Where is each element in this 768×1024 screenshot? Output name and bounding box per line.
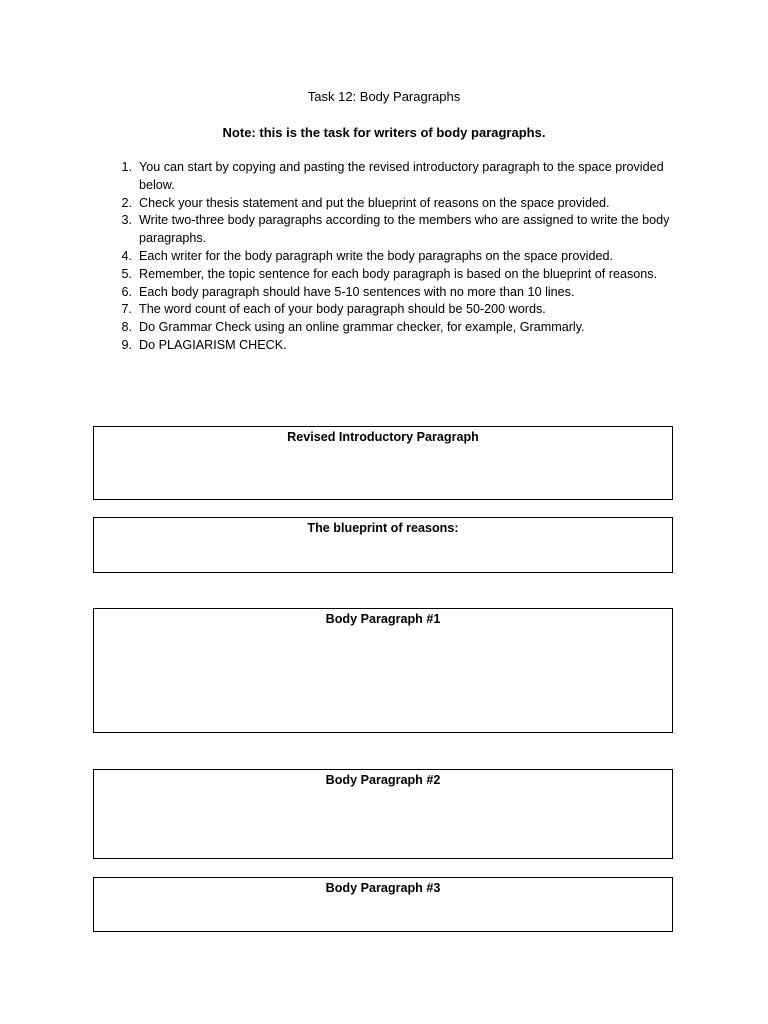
instruction-item	[112, 248, 692, 266]
box-heading: The blueprint of reasons:	[307, 521, 459, 535]
blueprint-of-reasons-box[interactable]	[93, 517, 673, 573]
instruction-number: 3.	[121, 213, 132, 228]
instruction-item	[112, 337, 692, 355]
instruction-text: Each body paragraph should have 5-10 sentences with no more than 10 lines.	[139, 284, 575, 299]
instruction-item	[112, 284, 692, 302]
document-title: Task 12: Body Paragraphs	[307, 89, 461, 104]
instruction-number: 1.	[121, 160, 132, 174]
instruction-number: 2.	[121, 195, 132, 210]
instruction-text: Each writer for the body paragraph write the body paragraphs on the space provided.	[139, 248, 613, 263]
instruction-text: The word count of each of your body paragraph should be 50-200 words.	[139, 302, 546, 317]
instruction-text: Do PLAGIARISM CHECK.	[139, 337, 287, 352]
instruction-number: 8.	[121, 320, 132, 335]
body-paragraph-3-box[interactable]	[93, 877, 673, 932]
instruction-number: 5.	[121, 266, 132, 281]
instruction-item	[112, 319, 692, 337]
body-paragraph-1-box[interactable]	[93, 608, 673, 733]
instruction-item	[112, 159, 692, 195]
task-note: Note: this is the task for writers of body paragraphs.	[222, 125, 546, 140]
instruction-item	[112, 212, 692, 248]
instruction-text: Do Grammar Check using an online grammar checker, for example, Grammarly.	[139, 320, 585, 335]
box-heading: Body Paragraph #2	[325, 773, 441, 787]
instruction-text: Check your thesis statement and put the blueprint of reasons on the space provided.	[139, 195, 610, 210]
instruction-number: 7.	[121, 302, 132, 317]
box-heading: Revised Introductory Paragraph	[287, 430, 479, 444]
instruction-item	[112, 301, 692, 319]
instruction-number: 4.	[121, 248, 132, 263]
instruction-number: 6.	[121, 284, 132, 299]
body-paragraph-2-box[interactable]	[93, 769, 673, 859]
box-heading: Body Paragraph #3	[325, 881, 441, 895]
instruction-list	[112, 159, 692, 355]
box-heading: Body Paragraph #1	[325, 612, 441, 626]
instruction-item	[112, 195, 692, 213]
revised-introductory-paragraph-box[interactable]	[93, 426, 673, 500]
instruction-text: Remember, the topic sentence for each body paragraph is based on the blueprint of reasons.	[139, 266, 658, 281]
instruction-item	[112, 266, 692, 284]
instruction-text: You can start by copying and pasting the revised introductory paragraph to the space provided below.	[139, 160, 664, 192]
instruction-number: 9.	[121, 337, 132, 352]
instruction-text: Write two-three body paragraphs according to the members who are assigned to write the body paragraphs.	[139, 213, 670, 246]
